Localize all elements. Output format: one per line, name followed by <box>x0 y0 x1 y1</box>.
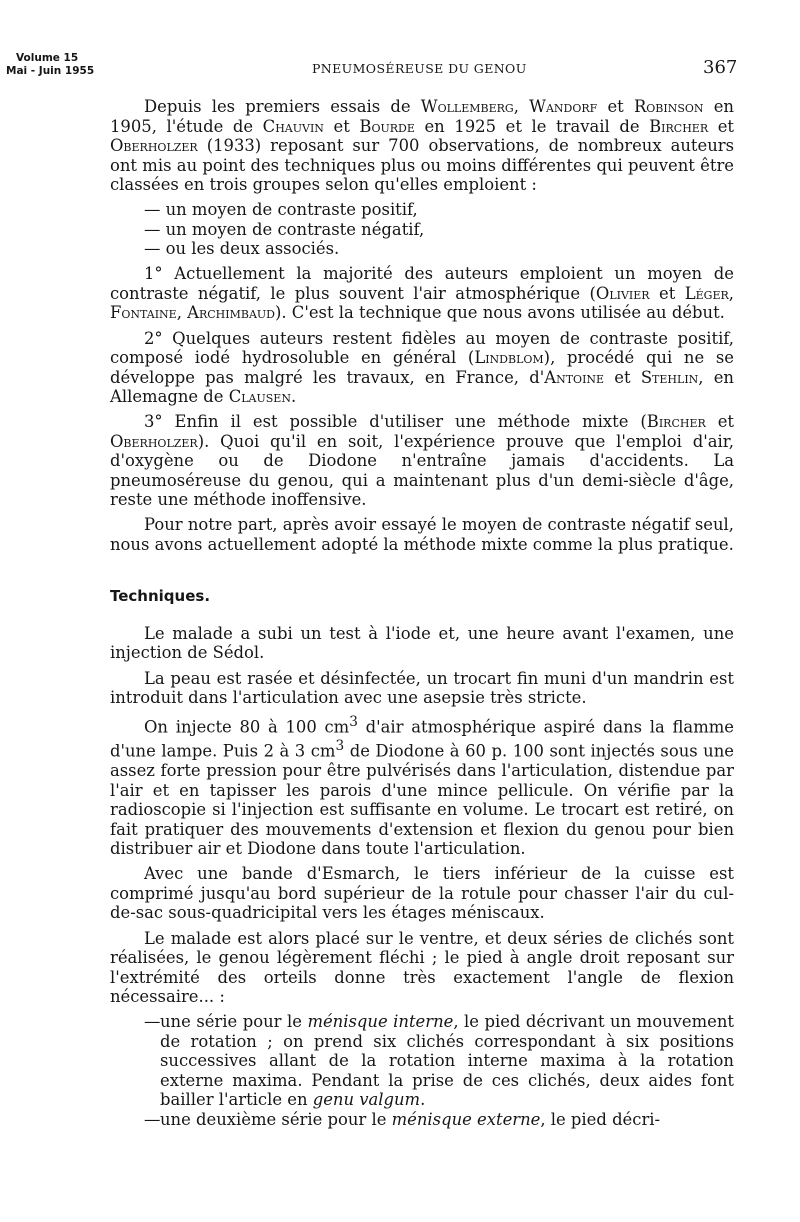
list-item-internal-meniscus: — une série pour le ménisque interne, le pied décrivant un mouvement de rotation ; on prend six clichés correspondant à six positions successives allant de la rotation interne maxima à la rotation externe maxima. Pendant la prise de ces clichés, deux aides font bailler l'article en genu valgum. <box>144 1012 734 1110</box>
list-item-external-meniscus: — une deuxième série pour le ménisque externe, le pied décri- <box>144 1109 661 1129</box>
page-number: 367 <box>703 57 738 78</box>
paragraph-method-3: 3° Enfin il est possible d'utiliser une méthode mixte (Bircher et Oberholzer). Quoi qu'il en soit, l'expérience prouve que l'emploi d'air, d'oxygène ou de Diodone n'entraîne jamais d'accidents. La pneumoséreuse du genou, qui a maintenant plus d'un demi-siècle d'âge, reste une méthode inoffensive. <box>110 412 734 510</box>
paragraph-intro: Depuis les premiers essais de Wollemberg, Wandorf et Robinson en 1905, l'étude de Chauvin et Bourde en 1925 et le travail de Bircher et Oberholzer (1933) reposant sur 700 observations, de nombreux auteurs ont mis au point des techniques plus ou moins différentes qui peuvent être classées en trois groupes selon qu'elles emploient : <box>110 97 734 194</box>
running-title: PNEUMOSÉREUSE DU GENOU <box>312 61 527 76</box>
paragraph-method-1: 1° Actuellement la majorité des auteurs emploient un moyen de contraste négatif, le plus souvent l'air atmosphérique (Olivier et Léger, Fontaine, Archimbaud). C'est la technique que nous avons utilisée au début. <box>110 264 734 323</box>
issue-date: Mai - Juin 1955 <box>6 65 95 77</box>
paragraph-method-2: 2° Quelques auteurs restent fidèles au moyen de contraste positif, composé iodé hydrosoluble en général (Lindblom), procédé qui ne se développe pas malgré les travaux, en France, d'Antoine et Stehlin, en Allemagne de Clausen. <box>110 328 734 407</box>
article-body <box>110 97 734 1129</box>
paragraph-positioning: Le malade est alors placé sur le ventre, et deux séries de clichés sont réalisées, le genou légèrement fléchi ; le pied à angle droit reposant sur l'extrémité des orteils donne très exactement l'angle de flexion nécessaire... : <box>110 928 734 1007</box>
paragraph-our-choice: Pour notre part, après avoir essayé le moyen de contraste négatif seul, nous avons actuellement adopté la méthode mixte comme la plus pratique. <box>110 515 734 554</box>
dash-item-negative: — un moyen de contraste négatif, <box>144 219 425 239</box>
paragraph-asepsis: La peau est rasée et désinfectée, un trocart fin muni d'un mandrin est introduit dans l'articulation avec une asepsie très stricte. <box>110 668 734 708</box>
dash-item-both: — ou les deux associés. <box>144 239 340 259</box>
volume-number: Volume 15 <box>16 52 79 64</box>
paragraph-preparation: Le malade a subi un test à l'iode et, une heure avant l'examen, une injection de Sédol. <box>110 623 734 663</box>
paragraph-esmarch: Avec une bande d'Esmarch, le tiers inférieur de la cuisse est comprimé jusqu'au bord supérieur de la rotule pour chasser l'air du cul-de-sac sous-quadricipital vers les étages méniscaux. <box>110 864 734 923</box>
dash-item-positive: — un moyen de contraste positif, <box>144 200 418 220</box>
series-list <box>110 1012 734 1129</box>
section-heading-techniques: Techniques. <box>110 587 211 606</box>
paragraph-injection: On injecte 80 à 100 $cm^3$ d'air atmosphérique aspiré dans la flamme d'une lampe. Puis 2 à 3 $cm^3$ de Diodone à 60 p. 100 sont injectés sous une assez forte pression pour être pulvérisés dans l'articulation, distendue par l'air et en tapisser les parois d'une mince pellicule. On vérifie par la radioscopie si l'injection est suffisante en volume. Le trocart est retiré, on fait pratiquer des mouvements d'extension et flexion du genou pour bien distribuer air et Diodone dans toute l'articulation. <box>110 714 734 859</box>
volume-info <box>6 52 94 78</box>
